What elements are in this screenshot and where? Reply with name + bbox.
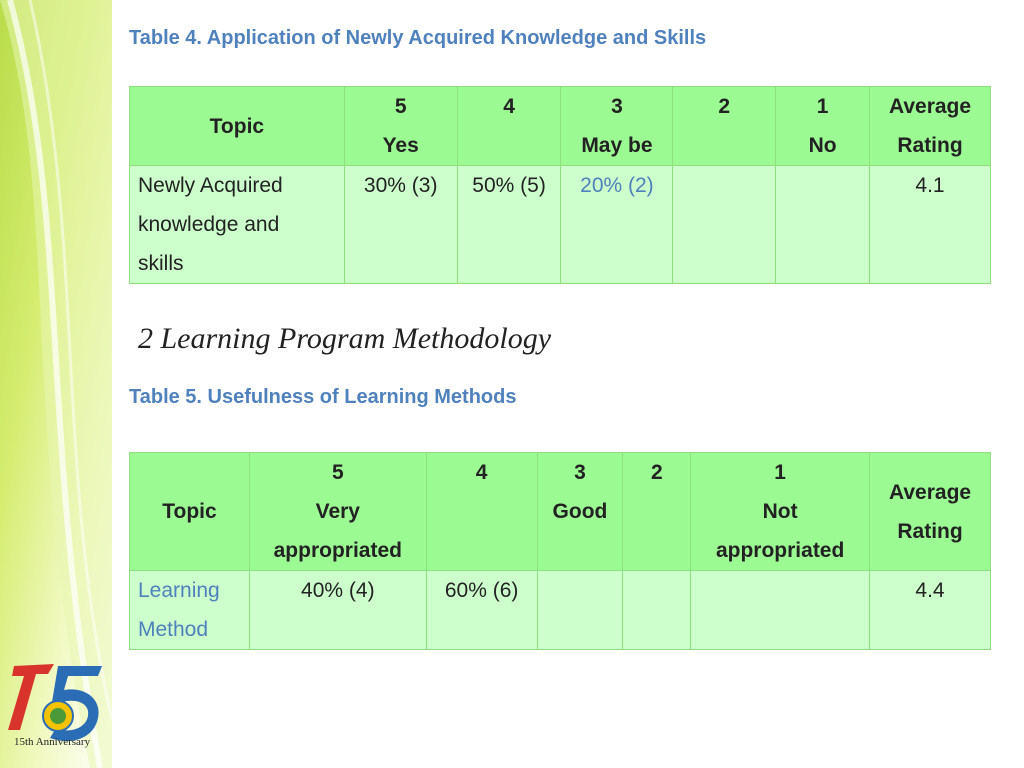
swoosh-decoration <box>0 0 112 768</box>
cell-5: 30% (3) <box>344 166 457 284</box>
cell-3: 20% (2) <box>561 166 673 284</box>
table-5-header-row <box>130 453 991 571</box>
table-5 <box>129 452 991 650</box>
header-4: 4 <box>426 453 537 571</box>
header-3: 3 Good <box>537 453 623 571</box>
decorative-sidebar <box>0 0 112 768</box>
header-5: 5 Very appropriated <box>249 453 426 571</box>
header-3: 3 May be <box>561 87 673 166</box>
cell-topic: Newly Acquired knowledge and skills <box>130 166 345 284</box>
header-1: 1 Not appropriated <box>691 453 870 571</box>
cell-average-rating: 4.4 <box>870 571 991 650</box>
header-topic: Topic <box>130 87 345 166</box>
cell-average-rating: 4.1 <box>870 166 991 284</box>
logo-caption: 15th Anniversary <box>14 736 91 748</box>
cell-4: 60% (6) <box>426 571 537 650</box>
table-4 <box>129 86 991 284</box>
cell-5: 40% (4) <box>249 571 426 650</box>
section-heading: 2 Learning Program Methodology <box>138 322 552 355</box>
cell-1 <box>691 571 870 650</box>
cell-4: 50% (5) <box>457 166 561 284</box>
header-average-rating: Average Rating <box>870 453 991 571</box>
header-2: 2 <box>673 87 776 166</box>
table-5-caption: Table 5. Usefulness of Learning Methods <box>129 386 517 408</box>
cell-3 <box>537 571 623 650</box>
table-4-caption: Table 4. Application of Newly Acquired Knowledge and Skills <box>129 27 707 49</box>
cell-2 <box>673 166 776 284</box>
table-row <box>130 166 991 284</box>
header-2: 2 <box>623 453 691 571</box>
header-topic: Topic <box>130 453 250 571</box>
table-4-header-row <box>130 87 991 166</box>
header-5: 5 Yes <box>344 87 457 166</box>
cell-2 <box>623 571 691 650</box>
cell-topic: Learning Method <box>130 571 250 650</box>
header-1: 1 No <box>776 87 870 166</box>
header-average-rating: Average Rating <box>870 87 991 166</box>
table-row <box>130 571 991 650</box>
header-4: 4 <box>457 87 561 166</box>
cell-1 <box>776 166 870 284</box>
